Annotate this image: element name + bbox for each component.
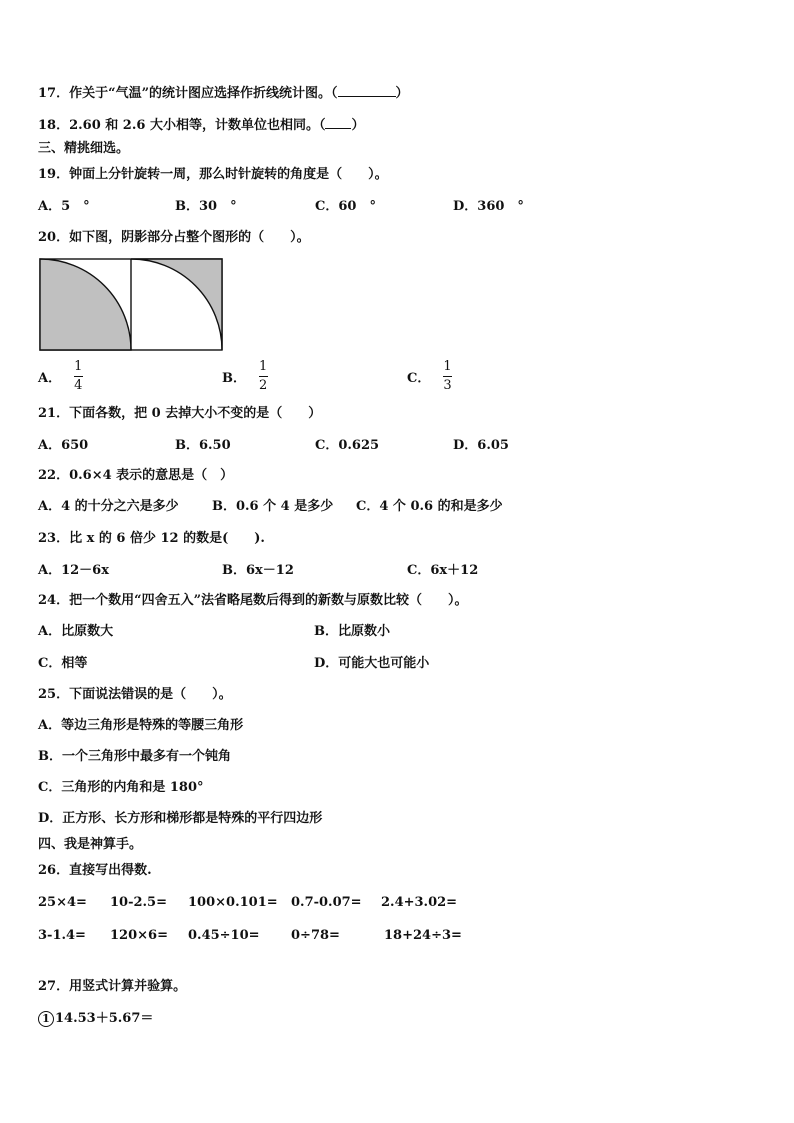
calc-2.4-plus-3.02: 2.4+3.02= [381,895,458,910]
q20-option-c[interactable]: C． 1 3 [407,359,452,393]
calc-25x4: 25×4= [38,895,87,910]
q25-option-a[interactable]: A．等边三角形是特殊的等腰三角形 [38,718,244,733]
q24-option-b[interactable]: B．比原数小 [314,624,390,639]
question-21-text: 21．下面各数，把 0 去掉大小不变的是（ ） [38,406,322,421]
q24-option-a[interactable]: A．比原数大 [38,624,114,639]
section-3-heading: 三、精挑细选。 [38,141,130,156]
shaded-figure [39,258,225,352]
q20-option-a[interactable]: A． 1 4 [38,359,83,393]
answer-blank-17[interactable] [338,82,396,97]
q21-option-a[interactable]: A．650 [38,438,89,453]
q19-option-d[interactable]: D．360 ° [453,199,524,214]
q19-option-c[interactable]: C．60 ° [315,199,376,214]
question-18-text: 18．2.60 和 2.6 大小相等，计数单位也相同。（ [38,118,326,133]
q23-option-c[interactable]: C．6x＋12 [407,563,479,578]
calc-3-minus-1.4: 3-1.4= [38,928,86,943]
calc-120x6: 120×6= [110,928,168,943]
calc-0.45-div-10: 0.45÷10= [188,928,260,943]
question-23-text: 23．比 x 的 6 倍少 12 的数是( ). [38,531,265,546]
q22-option-b[interactable]: B．0.6 个 4 是多少 [212,499,334,514]
q23-option-b[interactable]: B．6x－12 [222,563,294,578]
question-24-text: 24．把一个数用“四舍五入”法省略尾数后得到的新数与原数比较（ ）。 [38,593,468,608]
question-26-text: 26．直接写出得数. [38,863,152,878]
answer-blank-18[interactable] [325,114,351,129]
question-25-text: 25．下面说法错误的是（ ）。 [38,687,232,702]
q22-option-c[interactable]: C．4 个 0.6 的和是多少 [356,499,503,514]
calc-18-plus-24-div-3: 18+24÷3= [384,928,462,943]
q19-option-b[interactable]: B．30 ° [175,199,237,214]
calc-0-div-78: 0÷78= [291,928,340,943]
question-19-text: 19．钟面上分针旋转一周，那么时针旋转的角度是（ ）。 [38,167,388,182]
q21-option-d[interactable]: D．6.05 [453,438,509,453]
question-22-text: 22．0.6×4 表示的意思是（ ） [38,468,234,483]
q25-option-b[interactable]: B．一个三角形中最多有一个钝角 [38,749,231,764]
fraction-one-half: 1 2 [259,359,268,393]
calc-10-minus-2.5: 10-2.5= [110,895,167,910]
q25-option-d[interactable]: D．正方形、长方形和梯形都是特殊的平行四边形 [38,811,323,826]
question-27-text: 27．用竖式计算并验算。 [38,979,187,994]
section-4-heading: 四、我是神算手。 [38,837,143,852]
calc-100x0.101: 100×0.101= [188,895,278,910]
q19-option-a[interactable]: A．5 ° [38,199,90,214]
q22-option-a[interactable]: A．4 的十分之六是多少 [38,499,179,514]
q21-option-b[interactable]: B．6.50 [175,438,231,453]
q24-option-c[interactable]: C．相等 [38,656,88,671]
question-18: 18．2.60 和 2.6 大小相等，计数单位也相同。（ ） [38,114,364,135]
circled-number-icon: 1 [38,1011,54,1027]
fraction-one-quarter: 1 4 [74,359,83,393]
q20-option-b[interactable]: B． 1 2 [222,359,268,393]
q23-option-a[interactable]: A．12－6x [38,563,109,578]
question-17: 17．作关于“气温”的统计图应选择作折线统计图。（ ） [38,82,409,103]
q25-option-c[interactable]: C．三角形的内角和是 180° [38,780,204,795]
q24-option-d[interactable]: D．可能大也可能小 [314,656,430,671]
q27-item-1: 1 14.53＋5.67＝ [38,1010,153,1028]
question-17-text: 17．作关于“气温”的统计图应选择作折线统计图。（ [38,86,338,101]
q21-option-c[interactable]: C．0.625 [315,438,380,453]
fraction-one-third: 1 3 [443,359,452,393]
question-20-text: 20．如下图，阴影部分占整个图形的（ ）。 [38,230,310,245]
calc-0.7-minus-0.07: 0.7-0.07= [291,895,362,910]
